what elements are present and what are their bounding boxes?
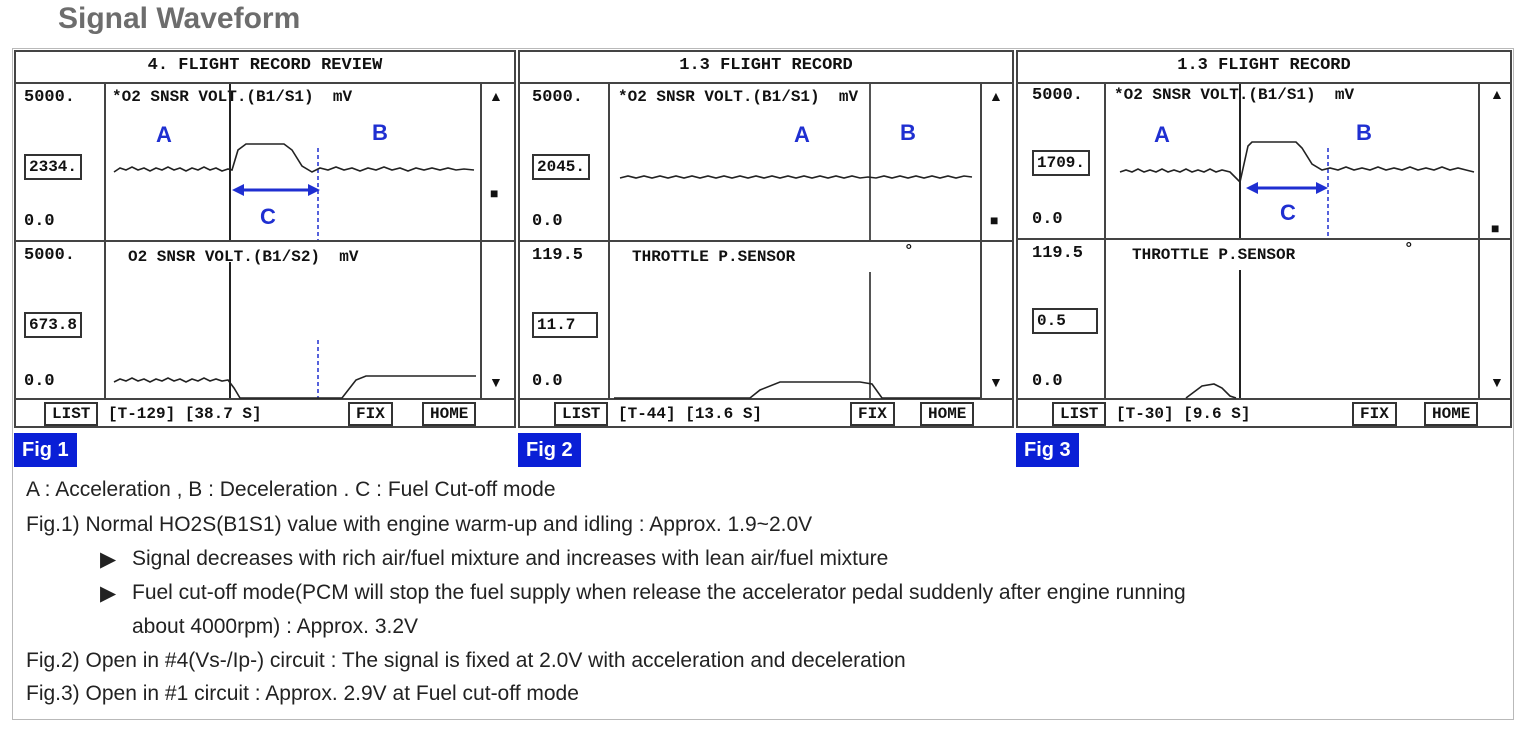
top-max-value: 5000. [1032, 86, 1084, 105]
top-channel-label: *O2 SNSR VOLT.(B1/S1) mV [618, 88, 859, 106]
bottom-current-value: 673.8 [24, 312, 82, 338]
home-button[interactable]: HOME [422, 402, 476, 426]
top-max-value: 5000. [24, 88, 76, 107]
list-button[interactable]: LIST [554, 402, 608, 426]
fig-label-3: Fig 3 [1016, 433, 1079, 467]
bottom-min-value: 0.0 [1032, 372, 1063, 391]
triangle-right-icon: ▶ [100, 582, 117, 605]
top-min-value: 0.0 [24, 212, 55, 231]
triangle-down-icon[interactable]: ▼ [489, 374, 503, 390]
bottom-channel-label: O2 SNSR VOLT.(B1/S2) mV [128, 248, 359, 266]
time-info: [T-44] [13.6 S] [618, 405, 763, 423]
triangle-up-icon[interactable]: ▲ [989, 88, 1003, 104]
footer-divider [1018, 398, 1510, 400]
fig2-note: Fig.2) Open in #4(Vs-/Ip-) circuit : The signal is fixed at 2.0V with acceleration and deceleration [26, 649, 906, 672]
waveform-bottom [106, 242, 480, 398]
triangle-down-icon[interactable]: ▼ [1490, 374, 1504, 390]
fig-label-2: Fig 2 [518, 433, 581, 467]
marker-b: B [1356, 120, 1372, 145]
list-button[interactable]: LIST [44, 402, 98, 426]
time-info: [T-129] [38.7 S] [108, 405, 262, 423]
fix-button[interactable]: FIX [1352, 402, 1397, 426]
bottom-min-value: 0.0 [532, 372, 563, 391]
panel-title: 4. FLIGHT RECORD REVIEW [147, 56, 383, 75]
square-icon[interactable]: ■ [490, 185, 499, 201]
triangle-down-icon[interactable]: ▼ [989, 374, 1003, 390]
top-current-value: 2045. [532, 154, 590, 180]
fig-label-1: Fig 1 [14, 433, 77, 467]
waveform-top [106, 84, 480, 240]
top-max-value: 5000. [532, 88, 584, 107]
marker-c: C [260, 204, 276, 229]
waveform-top [610, 84, 980, 240]
bottom-max-value: 5000. [24, 246, 76, 265]
bullet-1: Signal decreases with rich air/fuel mixture and increases with lean air/fuel mixture [132, 547, 889, 570]
waveform-bottom [610, 242, 980, 398]
bottom-min-value: 0.0 [24, 372, 55, 391]
marker-b: B [372, 120, 388, 145]
triangle-right-icon: ▶ [100, 548, 117, 571]
marker-a: A [156, 122, 172, 147]
triangle-up-icon[interactable]: ▲ [489, 88, 503, 104]
fig1-note: Fig.1) Normal HO2S(B1S1) value with engine warm-up and idling : Approx. 1.9~2.0V [26, 513, 813, 536]
bullet-2-line-2: about 4000rpm) : Approx. 3.2V [132, 615, 419, 638]
marker-b: B [900, 120, 916, 145]
top-channel-label: *O2 SNSR VOLT.(B1/S1) mV [112, 88, 353, 106]
marker-a: A [1154, 122, 1170, 147]
top-channel-label: *O2 SNSR VOLT.(B1/S1) mV [1114, 86, 1355, 104]
bottom-current-value: 11.7 [532, 312, 598, 338]
bottom-channel-unit: ° [1404, 240, 1414, 258]
bottom-max-value: 119.5 [532, 246, 584, 265]
marker-c: C [1280, 200, 1296, 225]
bottom-channel-unit: ° [904, 242, 914, 260]
bottom-max-value: 119.5 [1032, 244, 1084, 263]
top-current-value: 1709. [1032, 150, 1090, 176]
square-icon[interactable]: ■ [990, 212, 999, 228]
panel-fig2 [518, 50, 1014, 428]
panel-fig1 [14, 50, 516, 428]
bottom-channel-label: THROTTLE P.SENSOR [1132, 246, 1296, 264]
fig3-note: Fig.3) Open in #1 circuit : Approx. 2.9V at Fuel cut-off mode [26, 682, 579, 705]
scrollbar-divider [1478, 82, 1480, 398]
home-button[interactable]: HOME [920, 402, 974, 426]
square-icon[interactable]: ■ [1491, 220, 1500, 236]
fix-button[interactable]: FIX [850, 402, 895, 426]
time-info: [T-30] [9.6 S] [1116, 405, 1251, 423]
list-button[interactable]: LIST [1052, 402, 1106, 426]
home-button[interactable]: HOME [1424, 402, 1478, 426]
bullet-2-line-1: Fuel cut-off mode(PCM will stop the fuel supply when release the accelerator pedal suddenly after engine running [132, 581, 1186, 604]
panel-title: 1.3 FLIGHT RECORD [1177, 56, 1351, 75]
waveform-bottom [1106, 240, 1478, 398]
bottom-channel-label: THROTTLE P.SENSOR [632, 248, 796, 266]
top-current-value: 2334. [24, 154, 82, 180]
fix-button[interactable]: FIX [348, 402, 393, 426]
top-min-value: 0.0 [532, 212, 563, 231]
page-title: Signal Waveform [58, 2, 301, 35]
top-min-value: 0.0 [1032, 210, 1063, 229]
triangle-up-icon[interactable]: ▲ [1490, 86, 1504, 102]
panel-title: 1.3 FLIGHT RECORD [679, 56, 853, 75]
legend-note: A : Acceleration , B : Deceleration . C : Fuel Cut-off mode [26, 478, 556, 501]
panel-fig3 [1016, 50, 1512, 428]
bottom-current-value: 0.5 [1032, 308, 1098, 334]
marker-a: A [794, 122, 810, 147]
